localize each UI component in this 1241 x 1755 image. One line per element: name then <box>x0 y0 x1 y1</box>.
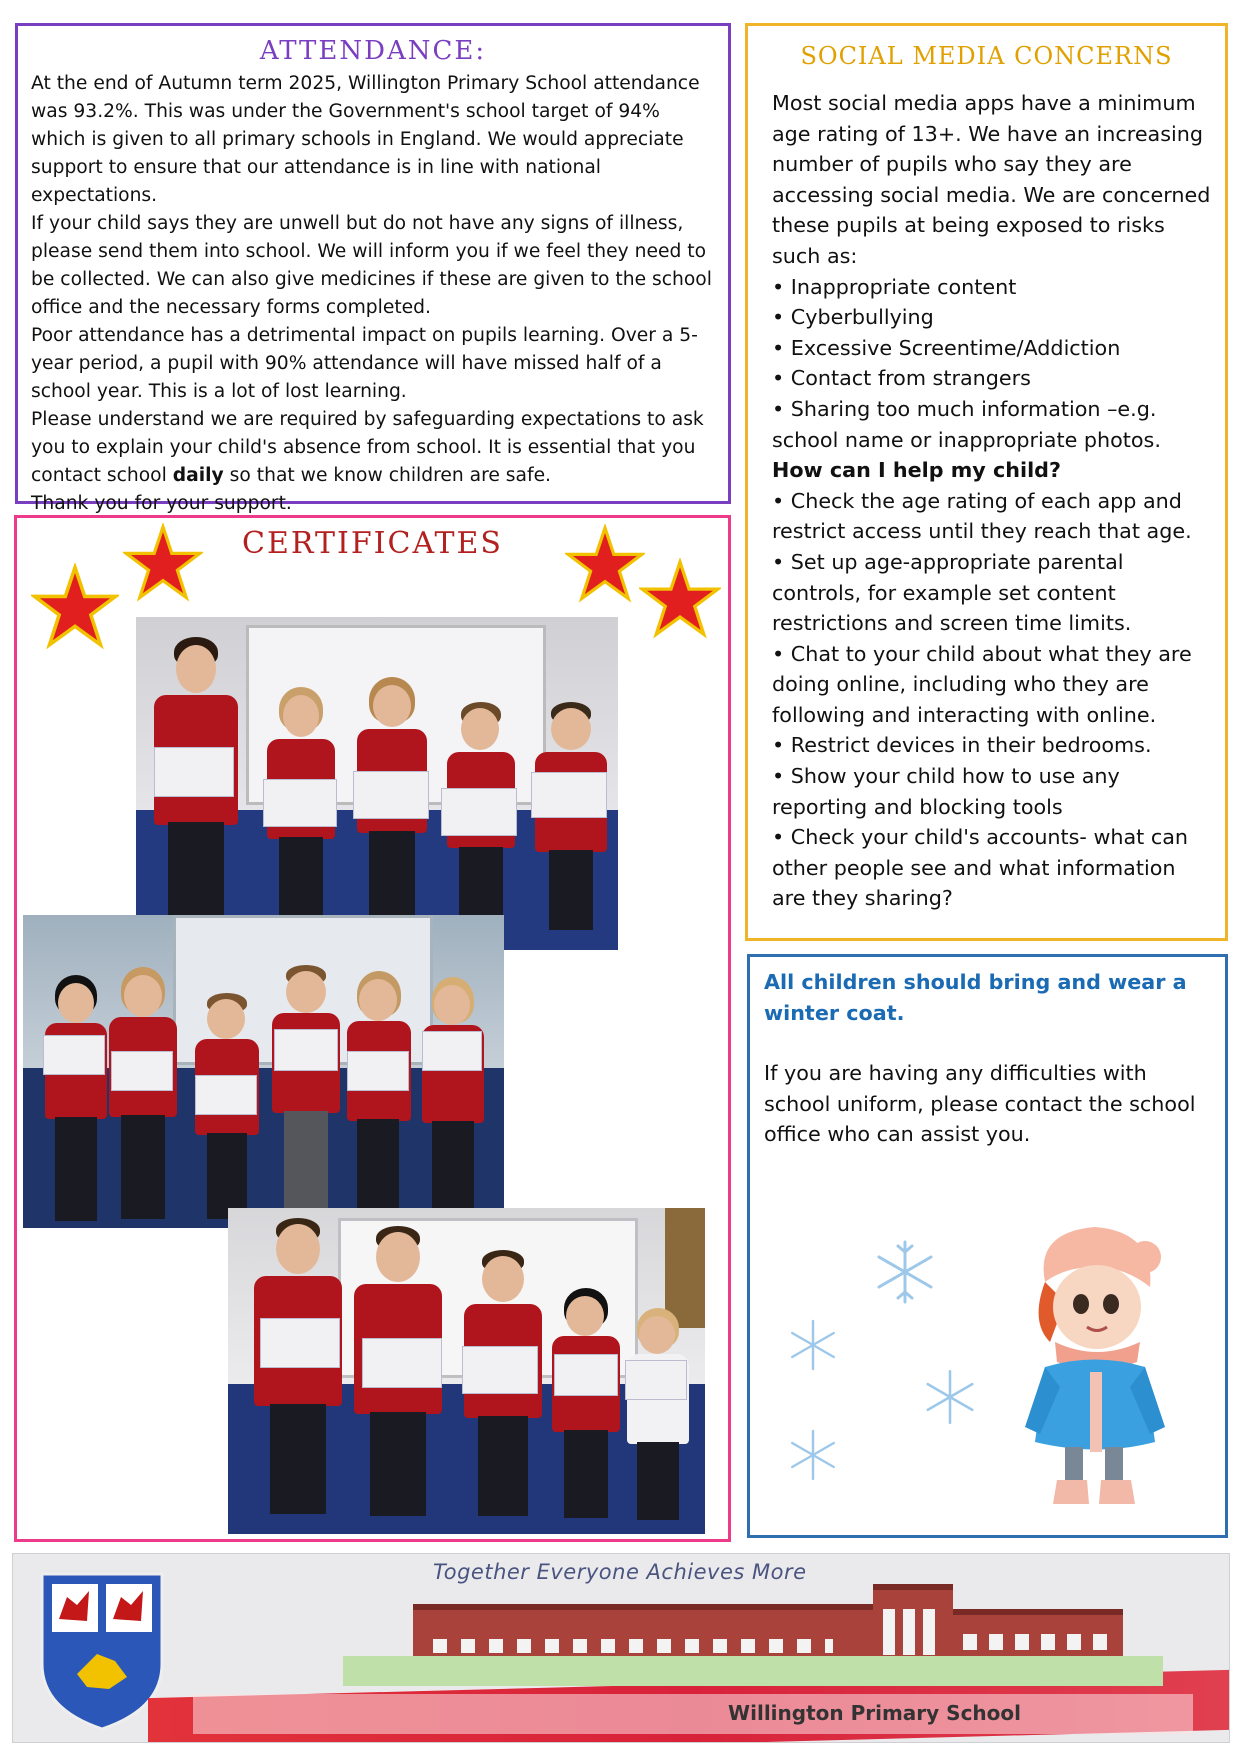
help-heading: How can I help my child? <box>772 458 1061 483</box>
certificates-title: CERTIFICATES <box>242 526 503 561</box>
risk-item: • Sharing too much information –e.g. school name or inappropriate photos. <box>772 396 1161 452</box>
winter-coat-body <box>750 957 1225 1150</box>
attendance-paragraph: Poor attendance has a detrimental impact on pupils learning. Over a 5-year period, a pupil with 90% attendance will have missed half of a school year. This is a lot of lost learning. <box>31 325 698 402</box>
snowflake-icon <box>920 1367 980 1427</box>
winter-coat-panel <box>747 954 1228 1538</box>
star-icon <box>123 523 203 603</box>
attendance-title: ATTENDANCE: <box>259 36 487 66</box>
winter-girl-illustration <box>1005 1212 1185 1512</box>
snowflake-icon <box>785 1317 841 1373</box>
snowflake-icon <box>785 1427 841 1483</box>
star-icon <box>565 524 645 604</box>
snowflake-icon <box>870 1237 940 1307</box>
tip-item: • Show your child how to use any reporting and blocking tools <box>772 764 1120 819</box>
attendance-paragraph <box>31 406 716 490</box>
uniform-help-text: If you are having any difficulties with school uniform, please contact the school office who can assist you. <box>764 1061 1196 1147</box>
school-motto: Together Everyone Achieves More <box>433 1560 807 1584</box>
certificate-photo-3 <box>228 1208 705 1534</box>
winter-coat-heading: All children should bring and wear a winter coat. <box>764 970 1187 1025</box>
attendance-paragraph: At the end of Autumn term 2025, Willington Primary School attendance was 93.2%. This was under the Government's school target of 94% which is given to all primary schools in England. We would appreciate support to ensure that our attendance is in line with national expectations. <box>31 73 700 206</box>
star-icon <box>31 563 119 651</box>
tip-item: • Chat to your child about what they are doing online, including who they are following and interacting with online. <box>772 641 1192 727</box>
risk-item: • Contact from strangers <box>772 366 1031 391</box>
attendance-body <box>18 66 728 518</box>
star-icon <box>639 558 721 640</box>
attendance-daily-emphasis: daily <box>172 465 224 486</box>
certificate-photo-1 <box>136 617 618 950</box>
certificates-panel <box>14 515 731 1542</box>
tip-item: • Restrict devices in their bedrooms. <box>772 733 1152 758</box>
social-media-title: SOCIAL MEDIA CONCERNS <box>800 42 1173 70</box>
social-media-body <box>748 70 1225 914</box>
risk-item: • Inappropriate content <box>772 274 1017 299</box>
tip-item: • Check your child's accounts- what can other people see and what information are they sharing? <box>772 825 1189 911</box>
tip-item: • Check the age rating of each app and restrict access until they reach that age. <box>772 488 1192 544</box>
certificate-photo-2 <box>23 915 504 1228</box>
attendance-panel <box>15 23 731 514</box>
attendance-thanks: Thank you for your support. <box>31 493 292 514</box>
social-media-panel <box>745 23 1228 941</box>
risk-item: • Cyberbullying <box>772 305 934 330</box>
school-name: Willington Primary School <box>728 1701 1021 1725</box>
school-banner <box>12 1553 1230 1743</box>
tip-item: • Set up age-appropriate parental controls, for example set content restrictions and screen time limits. <box>772 549 1132 636</box>
risk-item: • Excessive Screentime/Addiction <box>772 335 1121 360</box>
attendance-safeguarding-text: Please understand we are required by safeguarding expectations to ask you to explain your child's absence from school. It is essential that you contact school <box>31 409 704 486</box>
social-media-intro: Most social media apps have a minimum age rating of 13+. We have an increasing number of pupils who say they are accessing social media. We are concerned these pupils at being exposed to risks such as: <box>772 91 1211 268</box>
attendance-paragraph: If your child says they are unwell but do not have any signs of illness, please send them into school. We will inform you if we feel they need to be collected. We can also give medicines if these are given to the school office and the necessary forms completed. <box>31 213 712 318</box>
attendance-safeguarding-end: so that we know children are safe. <box>223 465 552 486</box>
